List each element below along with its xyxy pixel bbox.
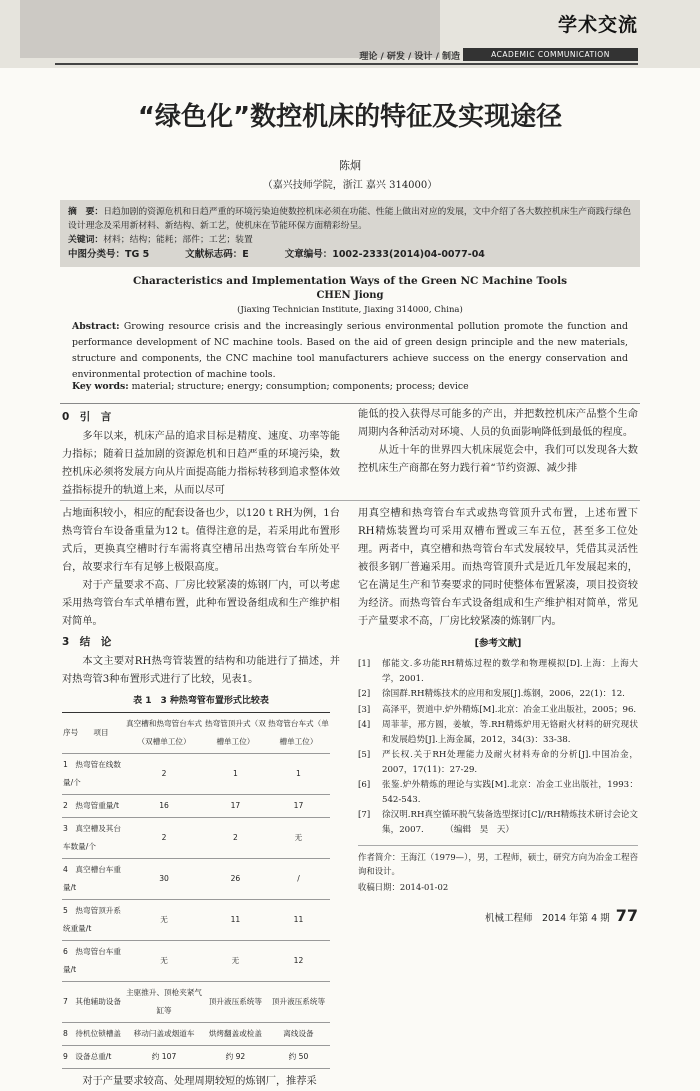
page-number: 77 [615, 906, 638, 925]
table-cell: 1 [267, 754, 330, 795]
document-code: 文献标志码：E [185, 249, 249, 260]
reference-text: 徐汉明.RH真空循环脱气装备选型探讨[C]//RH精炼技术研讨会论文集，2007. （编辑 昊 天） [382, 810, 638, 835]
table-cell: 烘烤翻盖或检盖 [204, 1023, 267, 1046]
table-cell: 1 热弯管在线数量/个 [62, 754, 124, 795]
table-cell: 顶升液压系统等 [267, 982, 330, 1023]
table-cell: 2 [204, 818, 267, 859]
english-author: CHEN Jiong [316, 290, 384, 301]
section-title: 学术交流 [557, 14, 638, 36]
reference-item [358, 657, 638, 686]
table-cell: 30 [124, 859, 204, 900]
reference-number: [3] [358, 704, 371, 715]
reference-text: 高泽平，贺道中.炉外精炼[M].北京：冶金工业出版社，2005；96. [382, 704, 637, 715]
reference-item [358, 778, 638, 807]
english-abstract: Abstract: Growing resource crisis and the increasingly serious environmental pollution promote the function and performance development of NC machine tools. Based on the aid of green design principle and the new materials, structure and components, the CNC machine tool manufacturers achieve success on the energy conservation and environmental protection of machine tools. [72, 321, 628, 380]
table-cell: 12 [267, 941, 330, 982]
table-header: 热弯管顶升式（双槽单工位） [204, 713, 267, 754]
table-row [62, 982, 330, 1023]
journal-issue: 机械工程师 2014 年第 4 期 [484, 913, 610, 924]
intro-left [62, 406, 340, 500]
table-cell: 2 [124, 818, 204, 859]
conclusion-heading: 3 结 论 [62, 636, 112, 648]
section-tag: ACADEMIC COMMUNICATION [463, 48, 638, 61]
table-cell: 11 [267, 900, 330, 941]
table-cell: 6 热弯管台车重量/t [62, 941, 124, 982]
table-cell: 1 [204, 754, 267, 795]
table-cell: / [267, 859, 330, 900]
body-paragraph: 占地面积较小，相应的配套设备也少，以120 t RH为例，1台热弯管台车设备重量为12 t。值得注意的是，若采用此布置形式后，更换真空槽时行车需将真空槽吊出热弯管台车所处平台，故要求行车有足够上极限高度。 [62, 508, 340, 573]
table-row [62, 754, 330, 795]
clc-number: 中图分类号：TG 5 [68, 249, 150, 260]
section-break [60, 500, 640, 501]
table-cell: 3 真空槽及其台车数量/个 [62, 818, 124, 859]
table-cell: 无 [204, 941, 267, 982]
reference-item [358, 808, 638, 837]
table-cell: 约 107 [124, 1046, 204, 1069]
left-column [62, 505, 340, 1091]
article-number: 文章编号：1002-2333(2014)04-0077-04 [284, 249, 485, 260]
conclusion-paragraph: 本文主要对RH热弯管装置的结构和功能进行了描述，并对热弯管3种布置形式进行了比较，见表1。 [62, 656, 340, 685]
closing-paragraph: 对于产量要求较高、处理周期较短的炼钢厂，推荐采 [82, 1076, 317, 1087]
article-title: “绿色化”数控机床的特征及实现途径 [137, 102, 563, 132]
table-caption: 表 1 3 种热弯管布置形式比较表 [133, 696, 269, 706]
table-header: 序号 项目 [62, 713, 124, 754]
table-cell: 17 [267, 795, 330, 818]
table-cell: 2 热弯管重量/t [62, 795, 124, 818]
table-cell: 5 热弯管顶升系统重量/t [62, 900, 124, 941]
table-cell: 17 [204, 795, 267, 818]
table-cell: 无 [124, 900, 204, 941]
table-cell: 8 待机位锁槽盖 [62, 1023, 124, 1046]
table-header: 真空槽和热弯管台车式（双槽单工位） [124, 713, 204, 754]
body-paragraph: 用真空槽和热弯管台车式或热弯管顶升式布置，上述布置下RH精炼装置均可采用双槽布置或三车五位，甚至多工位处理。两者中，真空槽和热弯管台车式发展较早，凭借其灵活性被很多钢厂普遍采用。而热弯管顶升式是近几年发展起来的，它在满足生产和节奏要求的同时使整体布置紧凑，项目投资较为经济。而热弯管台车式设备组成和生产维护相对简单，常见于产量要求不高，厂房比较紧凑的炼钢厂内。 [358, 508, 638, 627]
reference-item [358, 748, 638, 777]
article-affiliation: （嘉兴技师学院，浙江 嘉兴 314000） [262, 180, 438, 191]
reference-number: [7] [358, 810, 371, 820]
table-cell: 约 50 [267, 1046, 330, 1069]
table-row [62, 795, 330, 818]
reference-text: 张鉴.炉外精炼的理论与实践[M].北京：冶金工业出版社，1993：542-543. [382, 780, 638, 805]
reference-number: [6] [358, 780, 371, 790]
table-cell: 7 其他辅助设备 [62, 982, 124, 1023]
table-row [62, 818, 330, 859]
abstract-divider [60, 403, 640, 404]
reference-number: [1] [358, 659, 371, 669]
intro-paragraph-2: 从近十年的世界四大机床展览会中，我们可以发现各大数控机床生产商都在努力践行着“节约资源、减少排 [358, 445, 638, 474]
header-rule [55, 63, 638, 65]
comparison-table [62, 712, 330, 1069]
table-cell: 16 [124, 795, 204, 818]
table-row [62, 1046, 330, 1069]
table-cell: 约 92 [204, 1046, 267, 1069]
table-row [62, 941, 330, 982]
table-row [62, 859, 330, 900]
intro-paragraph-cont: 能低的投入获得尽可能多的产出，并把数控机床产品整个生命周期内各种活动对环境、人员的负面影响降低到最低的程度。 [358, 409, 638, 438]
table-cell: 11 [204, 900, 267, 941]
article-author: 陈炯 [339, 159, 361, 172]
intro-heading: 0 引 言 [62, 411, 112, 423]
intro-paragraph: 多年以来，机床产品的追求目标是精度、速度、功率等能力指标；随着日益加剧的资源危机和日趋严重的环境污染，数控机床必须将发展方向从片面提高能力指标转移到追求整体效益指标提升的轨道上来，从而以尽可 [62, 431, 340, 496]
table-cell: 26 [204, 859, 267, 900]
reference-item [358, 718, 638, 747]
page-footer [485, 906, 638, 925]
classification-row [68, 248, 632, 262]
table-cell: 顶升液压系统等 [204, 982, 267, 1023]
body-paragraph: 对于产量要求不高、厂房比较紧凑的炼钢厂内，可以考虑采用热弯管台车式单槽布置，此种布置设备组成和生产维护相对简单。 [62, 580, 340, 627]
table-cell: 4 真空槽台车重量/t [62, 859, 124, 900]
reference-text: 周菲菲，邢方圆，姜敏，等.RH精炼炉用无铬耐火材料的研究现状和发展趋势[J].上海金属，2012，34(3)：33-38. [382, 720, 638, 745]
reference-text: 严长权.关于RH处理能力及耐火材料寿命的分析[J].中国冶金，2007，17(11)：27-29. [382, 750, 638, 775]
table-cell: 2 [124, 754, 204, 795]
section-categories: 理论 / 研发 / 设计 / 制造 [359, 52, 460, 62]
right-column [358, 505, 638, 894]
table-cell: 无 [267, 818, 330, 859]
reference-text: 郁能文.多功能RH精炼过程的数学和物理模拟[D].上海：上海大学，2001. [382, 659, 638, 684]
table-cell: 主驱推升、顶枪夹紧气缸等 [124, 982, 204, 1023]
table-cell: 移动闩盖或烟道车 [124, 1023, 204, 1046]
author-note: 作者简介：王海江（1979—），男，工程师，硕士，研究方向为冶金工程咨询和设计。 [358, 845, 638, 878]
english-title: Characteristics and Implementation Ways of the Green NC Machine Tools [133, 275, 567, 287]
chinese-abstract-box [60, 200, 640, 267]
chinese-keywords: 关键词：材料；结构；能耗；部件；工艺；装置 [68, 235, 253, 245]
reference-number: [4] [358, 720, 371, 730]
reference-text: 徐国群.RH精炼技术的应用和发展[J].炼钢，2006，22(1)：12. [382, 689, 625, 699]
reference-item [358, 703, 638, 718]
intro-right [358, 406, 638, 478]
reference-number: [5] [358, 750, 371, 760]
english-affiliation: (Jiaxing Technician Institute, Jiaxing 314000, China) [237, 305, 463, 315]
table-header: 热弯管台车式（单槽单工位） [267, 713, 330, 754]
chinese-abstract: 摘 要：日趋加剧的资源危机和日趋严重的环境污染迫使数控机床必须在功能、性能上做出对应的发展，文中介绍了各大数控机床生产商践行绿色设计理念及采用新材料、新结构、新工艺，使机床在节能环保方面精彩纷呈。 [68, 207, 632, 231]
reference-number: [2] [358, 689, 371, 699]
english-keywords: Key words: material; structure; energy; consumption; components; process; device [72, 381, 469, 392]
reference-item [358, 687, 638, 702]
table-row [62, 1023, 330, 1046]
references-heading: [参考文献] [474, 638, 522, 649]
references-list [358, 657, 638, 837]
table-cell: 无 [124, 941, 204, 982]
table-row [62, 900, 330, 941]
table-header-row [62, 713, 330, 754]
table-cell: 离线设备 [267, 1023, 330, 1046]
received-date: 收稿日期：2014-01-02 [358, 882, 449, 892]
table-cell: 9 设备总重/t [62, 1046, 124, 1069]
